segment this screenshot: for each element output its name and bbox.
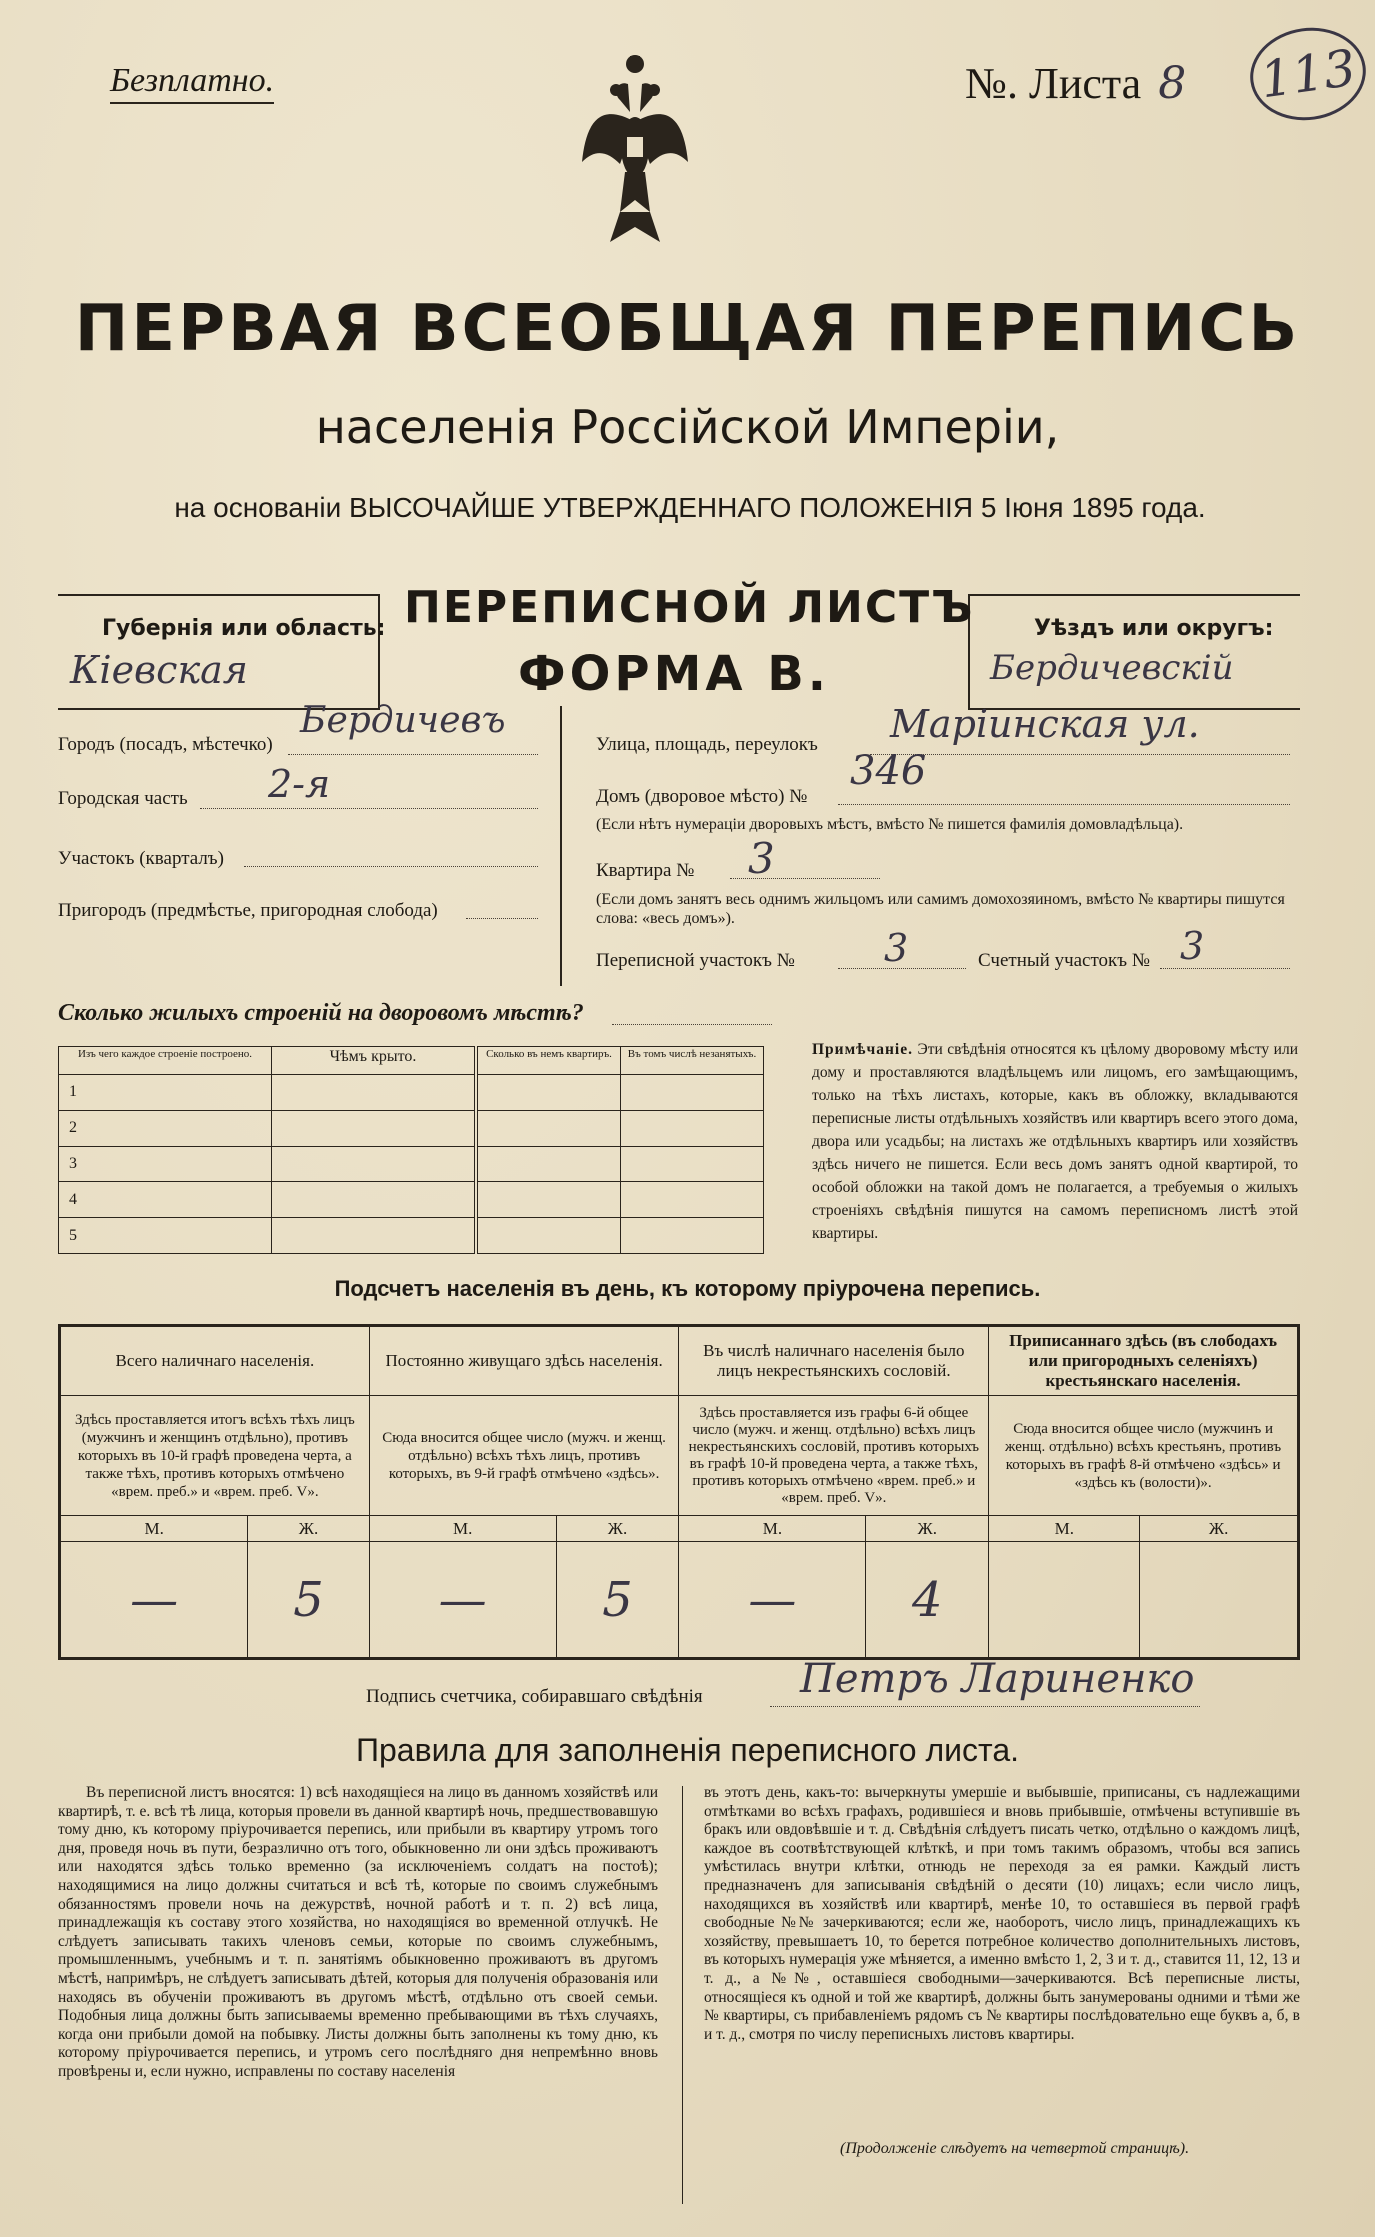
city-line: [288, 754, 538, 755]
buildings-header-material: Изъ чего каждое строеніе построено.: [59, 1047, 272, 1075]
apartment-value: 3: [748, 834, 775, 883]
buildings-question: Сколько жилыхъ строеній на дворовомъ мѣстѣ?: [58, 1000, 584, 1026]
prigorod-line: [466, 918, 538, 919]
street-label: Улица, площадь, переулокъ: [596, 734, 818, 755]
count-table: [58, 1324, 1300, 1660]
signature-label: Подпись счетчика, собиравшаго свѣдѣнія: [366, 1686, 703, 1707]
guberniya-label: Губернія или область:: [102, 616, 386, 641]
note-lead: Примѣчаніе.: [812, 1041, 913, 1058]
count-desc-permanent: Сюда вносится общее число (мужч. и женщ. отдѣльно) всѣхъ тѣхъ лицъ, противъ которыхъ, въ 9-й графѣ отмѣчено «здѣсь».: [369, 1396, 679, 1516]
census-subtitle: населенія Россійской Имперіи,: [315, 400, 1060, 454]
sheet-number: [965, 58, 1186, 109]
note-text: Эти свѣдѣнія относятся къ цѣлому дворовому мѣсту или дому и проставляются владѣльцемъ или лицомъ, его замѣщающимъ, только на тѣхъ листахъ, которые, какъ въ обложку, вкладываются переписные листы отдѣльныхъ хозяйствъ или квартиръ всего этого дома, двора или усадьбы; на листахъ же отдѣльныхъ квартиръ или хозяйствъ здѣсь ничего не пишется. Если весь домъ занятъ одной квартирой, то особой обложки на такой домъ не полагается, а требуемыя о жилыхъ строеніяхъ свѣдѣнія пишутся на самомъ переписномъ листѣ этой квартиры.: [812, 1041, 1299, 1242]
count-head-peasant: Приписаннаго здѣсь (въ слободахъ или пригородныхъ селеніяхъ) крестьянскаго населенія.: [989, 1326, 1299, 1396]
rules-title: Правила для заполненія переписного листа.: [356, 1732, 1019, 1768]
buildings-row: [59, 1146, 764, 1182]
counting-district-label: Счетный участокъ №: [978, 950, 1150, 971]
count-total-male: —: [60, 1542, 248, 1659]
count-title: Подсчетъ населенія въ день, къ которому пріурочена перепись.: [334, 1276, 1041, 1301]
street-value: Маріинская ул.: [890, 702, 1200, 746]
apartment-note: (Если домъ занятъ весь однимъ жильцомъ или самимъ домохозяиномъ, вмѣсто № квартиры пишутся слова: «весь домъ»).: [596, 891, 1285, 927]
buildings-row-number: 1: [59, 1075, 272, 1111]
uezd-label: Уѣздъ или округъ:: [1034, 616, 1274, 641]
count-desc-peasant: Сюда вносится общее число (мужчинъ и женщ. отдѣльно) всѣхъ крестьянъ, противъ которыхъ въ графѣ 8-й отмѣчено «здѣсь» и «здѣсь къ (волости)».: [989, 1396, 1299, 1516]
census-basis: на основаніи ВЫСОЧАЙШЕ УТВЕРЖДЕННАГО ПОЛОЖЕНІЯ 5 Іюня 1895 года.: [174, 492, 1206, 523]
count-total-female: 5: [248, 1542, 369, 1659]
free-label: Безплатно.: [110, 62, 274, 104]
rules-right-column: въ этотъ день, какъ-то: вычеркнуты умершіе и выбывшіе, приписаны, съ надлежащими отмѣтками во всѣхъ графахъ, родившіеся и вновь прибывшіе, отмѣчены вступившіе въ бракъ или овдовѣвшіе и т. д. Свѣдѣнія слѣдуетъ писать четко, отдѣльно о каждомъ лицѣ, каждое въ соотвѣтствующей клѣткѣ, и при томъ такимъ образомъ, чтобы вся запись умѣстилась внутри клѣтки, отнюдь не переходя за ея рамки. Каждый листъ предназначенъ для записыванія свѣдѣній о десяти (10) лицахъ; если число лицъ, находящихся въ хозяйствѣ или квартирѣ, менѣе 10, то оставшіеся въ первой графѣ свободные №№ зачеркиваются; если же, наоборотъ, число лицъ, принадлежащихъ къ хозяйству, превышаетъ 10, то берется потребное количество дополнительныхъ листовъ, въ которыхъ нумерація уже мѣняется, а именно вмѣсто 1, 2, 3 и т. д., ставится 11, 12, 13 и т. д., а №№, оставшіеся свободными—зачеркиваются. Всѣ переписные листы, относящіеся къ одной и той же квартирѣ, должны быть занумерованы одними и тѣми же № квартиры, съ прибавленіемъ рядомъ съ № квартиры послѣдовательно еще буквъ а, б, в и т. д., смотря по числу переписныхъ листовъ квартиры.: [704, 1784, 1300, 2043]
house-label: Домъ (дворовое мѣсто) №: [596, 786, 808, 807]
buildings-header-apartments: Сколько въ немъ квартиръ.: [476, 1047, 621, 1075]
buildings-question-line: [612, 1024, 772, 1025]
count-m-label: М.: [369, 1516, 556, 1542]
address-divider: [560, 706, 562, 986]
buildings-header-vacant: Въ томъ числѣ незанятыхъ.: [621, 1047, 764, 1075]
uezd-value: Бердичевскій: [990, 648, 1234, 688]
rules-left-column: Въ переписной листъ вносятся: 1) всѣ находящіеся на лицо въ данномъ хозяйствѣ или квартирѣ, т. е. всѣ тѣ лица, которыя провели въ данной квартирѣ ночь, предшествовавшую тому дню, къ которому пріурочивается перепись, или прибыли въ квартиру утромъ того дня, проведя ночь въ пути, безразлично отъ того, обыкновенно ли они здѣсь проживаютъ или находятся здѣсь только временно (за исключеніемъ солдатъ на постоѣ); находящимися на лицо должны считаться и всѣ тѣ, которые по своимъ служебнымъ обязанностямъ провели ночь на дежурствѣ, ночной работѣ и т. п. 2) всѣ лица, принадлежащія къ составу этого хозяйства, но находящіяся во временной отлучкѣ. Не слѣдуетъ записывать такихъ членовъ семьи, которые по своимъ служебнымъ, промышленнымъ, учебнымъ и т. п. занятіямъ обыкновенно проживаютъ въ другомъ мѣстѣ, напримѣръ, не слѣдуетъ записывать дѣтей, которыя для полученія образованія или находясь въ обученіи проживаютъ въ другомъ мѣстѣ, отдѣльно отъ своей семьи. Подобныя лица должны быть записываемы временно пребывающими въ тѣхъ случаяхъ, когда они прибыли домой на побывку. Листы должны быть заполнены къ тому дню, къ которому пріурочивается перепись, и утромъ сего послѣдняго дня непремѣнно вновь провѣрены и, если нужно, исправлены по составу населенія: [58, 1784, 658, 2080]
archive-corner-number-text: 113: [1256, 38, 1360, 110]
uchastok-line: [244, 866, 538, 867]
count-head-nonpeasant: Въ числѣ наличнаго населенія было лицъ некрестьянскихъ сословій.: [679, 1326, 989, 1396]
signature-line: [770, 1706, 1200, 1707]
uchastok-label: Участокъ (кварталъ): [58, 848, 224, 869]
city-part-label: Городская часть: [58, 788, 188, 809]
double-eagle-emblem: [580, 52, 690, 252]
count-peasant-male: [989, 1542, 1140, 1659]
count-head-permanent: Постоянно живущаго здѣсь населенія.: [369, 1326, 679, 1396]
buildings-row: [59, 1218, 764, 1254]
buildings-row: [59, 1110, 764, 1146]
count-permanent-male: —: [369, 1542, 556, 1659]
house-note: (Если нѣтъ нумераціи дворовыхъ мѣстъ, вмѣсто № пишется фамилія домовладѣльца).: [596, 816, 1184, 833]
prigorod-label: Пригородъ (предмѣстье, пригородная слобода): [58, 900, 438, 921]
census-district-value: 3: [884, 926, 909, 970]
counting-district-line: [1160, 968, 1290, 969]
city-part-line: [200, 808, 538, 809]
rules-divider: [682, 1786, 683, 2204]
count-head-total: Всего наличнаго населенія.: [60, 1326, 370, 1396]
buildings-row: [59, 1182, 764, 1218]
signature-value: Петръ Лариненко: [800, 1656, 1195, 1702]
guberniya-value: Кіевская: [70, 648, 248, 692]
census-district-label: Переписной участокъ №: [596, 950, 795, 971]
buildings-row-number: 2: [59, 1110, 272, 1146]
sheet-number-value: 8: [1158, 58, 1187, 109]
house-line: [838, 804, 1290, 805]
buildings-row-number: 4: [59, 1182, 272, 1218]
count-f-label: Ж.: [866, 1516, 989, 1542]
city-value: Бердичевъ: [300, 700, 506, 741]
list-title: ПЕРЕПИСНОЙ ЛИСТЪ: [404, 582, 975, 633]
buildings-table: [58, 1046, 764, 1254]
count-m-label: М.: [60, 1516, 248, 1542]
note-block: [812, 1038, 1298, 1245]
house-value: 346: [850, 748, 927, 794]
count-desc-total: Здѣсь проставляется итогъ всѣхъ тѣхъ лицъ (мужчинъ и женщинъ отдѣльно), противъ которыхъ въ 10-й графѣ проведена черта, а также тѣхъ, противъ которыхъ отмѣчено «врем. преб.» и «врем. преб. V».: [60, 1396, 370, 1516]
count-permanent-female: 5: [556, 1542, 679, 1659]
count-f-label: Ж.: [556, 1516, 679, 1542]
city-label: Городъ (посадъ, мѣстечко): [58, 734, 273, 755]
counting-district-value: 3: [1180, 924, 1205, 968]
buildings-row-number: 3: [59, 1146, 272, 1182]
count-m-label: М.: [989, 1516, 1140, 1542]
city-part-value: 2-я: [268, 762, 331, 806]
count-peasant-female: [1140, 1542, 1299, 1659]
buildings-row-number: 5: [59, 1218, 272, 1254]
count-f-label: Ж.: [248, 1516, 369, 1542]
count-nonpeasant-male: —: [679, 1542, 866, 1659]
count-f-label: Ж.: [1140, 1516, 1299, 1542]
buildings-header-roof: Чѣмъ крыто.: [272, 1047, 477, 1075]
form-title: ФОРМА В.: [518, 646, 831, 702]
rules-continued: (Продолженіе слѣдуетъ на четвертой страницѣ).: [840, 2140, 1190, 2157]
apartment-label: Квартира №: [596, 860, 695, 881]
sheet-number-label: №. Листа: [965, 59, 1142, 108]
count-m-label: М.: [679, 1516, 866, 1542]
buildings-row: [59, 1075, 764, 1111]
count-desc-nonpeasant: Здѣсь проставляется изъ графы 6-й общее число (мужч. и женщ. отдѣльно) всѣхъ лицъ некрестьянскихъ сословій, противъ которыхъ въ графѣ 10-й проведена черта, а также тѣхъ, противъ которыхъ отмѣчено «врем. преб.» и «врем. преб. V».: [679, 1396, 989, 1516]
street-line: [870, 754, 1290, 755]
census-title: ПЕРВАЯ ВСЕОБЩАЯ ПЕРЕПИСЬ: [74, 292, 1301, 366]
count-nonpeasant-female: 4: [866, 1542, 989, 1659]
